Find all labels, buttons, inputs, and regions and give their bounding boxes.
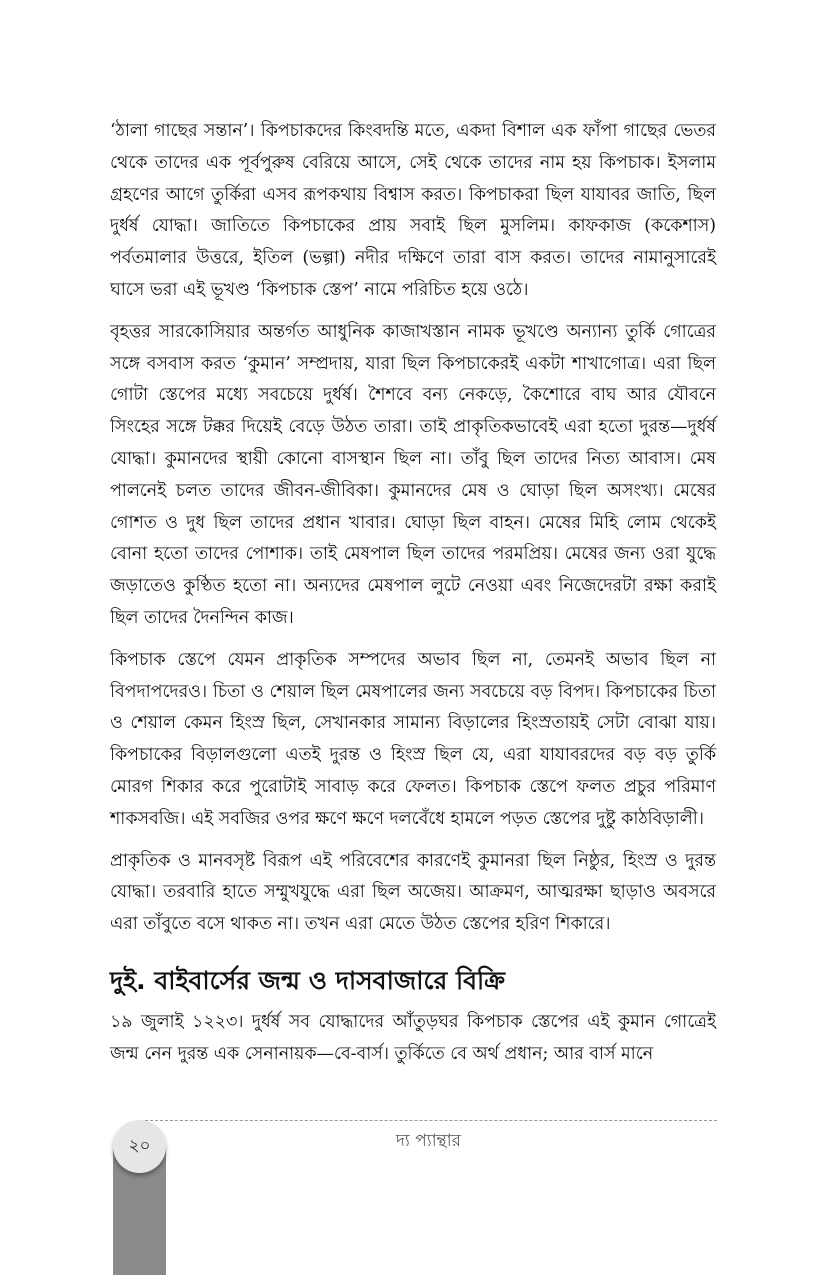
paragraph-2: বৃহত্তর সারকোসিয়ার অন্তর্গত আধুনিক কাজাখস্তান নামক ভূখণ্ডে অন্যান্য তুর্কি গোত্রের সঙ্গে বসবাস করত ‘কুমান’ সম্প্রদায়, যারা ছিল কিপচাকেরই একটা শাখাগোত্র। এরা ছিল গোটা স্তেপের মধ্যে সবচেয়ে দুর্ধর্ষ। শৈশবে বন্য নেকড়ে, কৈশোরে বাঘ আর যৌবনে সিংহের সঙ্গে টক্কর দিয়েই বেড়ে উঠত তারা। তাই প্রাকৃতিকভাবেই এরা হতো দুরন্ত—দুর্ধর্ষ যোদ্ধা। কুমানদের স্থায়ী কোনো বাসস্থান ছিল না। তাঁবু ছিল তাদের নিত্য আবাস। মেষ পালনেই চলত তাদের জীবন-জীবিকা। কুমানদের মেষ ও ঘোড়া ছিল অসংখ্য। মেষের গোশত ও দুধ ছিল তাদের প্রধান খাবার। ঘোড়া ছিল বাহন। মেষের মিহি লোম থেকেই বোনা হতো তাদের পোশাক। তাই মেষপাল ছিল তাদের পরমপ্রিয়। মেষের জন্য ওরা যুদ্ধে জড়াতেও কুণ্ঠিত হতো না। অন্যদের মেষপাল লুটে নেওয়া এবং নিজেদেরটা রক্ষা করাই ছিল তাদের দৈনন্দিন কাজ। xyxy=(110,321,716,628)
paragraph-3: কিপচাক স্তেপে যেমন প্রাকৃতিক সম্পদের অভাব ছিল না, তেমনই অভাব ছিল না বিপদাপদেরও। চিতা ও শেয়াল ছিল মেষপালের জন্য সবচেয়ে বড় বিপদ। কিপচাকের চিতা ও শেয়াল কেমন হিংস্র ছিল, সেখানকার সামান্য বিড়ালের হিংস্রতায়ই সেটা বোঝা যায়। কিপচাকের বিড়ালগুলো এতই দুরন্ত ও হিংস্র ছিল যে, এরা যাযাবরদের বড় বড় তুর্কি মোরগ শিকার করে পুরোটাই সাবাড় করে ফেলত। কিপচাক স্তেপে ফলত প্রচুর পরিমাণ শাকসবজি। এই সবজির ওপর ক্ষণে ক্ষণে দলবেঁধে হামলে পড়ত স্তেপের দুষ্টু কাঠবিড়ালী। xyxy=(110,649,716,829)
running-title: দ্য প্যান্থার xyxy=(396,1131,461,1151)
page-number: ২০ xyxy=(128,1135,151,1156)
page-body xyxy=(110,116,716,1081)
footer-divider xyxy=(140,1120,717,1121)
section-paragraph: ১৯ জুলাই ১২২৩। দুর্ধর্ষ সব যোদ্ধাদের আঁতুড়ঘর কিপচাক স্তেপের এই কুমান গোত্রেই জন্ম নেন দুরন্ত এক সেনানায়ক—বে-বার্স। তুর্কিতে বে অর্থ প্রধান; আর বার্স মানে xyxy=(110,1011,716,1064)
paragraph-1: ‘ঠালা গাছের সন্তান’। কিপচাকদের কিংবদন্তি মতে, একদা বিশাল এক ফাঁপা গাছের ভেতর থেকে তাদের এক পূর্বপুরুষ বেরিয়ে আসে, সেই থেকে তাদের নাম হয় কিপচাক। ইসলাম গ্রহণের আগে তুর্কিরা এসব রূপকথায় বিশ্বাস করত। কিপচাকরা ছিল যাযাবর জাতি, ছিল দুর্ধর্ষ যোদ্ধা। জাতিতে কিপচাকের প্রায় সবাই ছিল মুসলিম। কাফকাজ (ককেশাস) পর্বতমালার উত্তরে, ইতিল (ভল্গা) নদীর দক্ষিণে তারা বাস করত। তাদের নামানুসারেই ঘাসে ভরা এই ভূখণ্ড ‘কিপচাক স্তেপ’ নামে পরিচিত হয়ে ওঠে। xyxy=(110,121,716,300)
section-heading: দুই. বাইবার্সের জন্ম ও দাসবাজারে বিক্রি xyxy=(110,965,506,995)
paragraph-4: প্রাকৃতিক ও মানবসৃষ্ট বিরূপ এই পরিবেশের কারণেই কুমানরা ছিল নিষ্ঠুর, হিংস্র ও দুরন্ত যোদ্ধা। তরবারি হাতে সম্মুখযুদ্ধে এরা ছিল অজেয়। আক্রমণ, আত্মরক্ষা ছাড়াও অবসরে এরা তাঁবুতে বসে থাকত না। তখন এরা মেতে উঠত স্তেপের হরিণ শিকারে। xyxy=(110,850,716,935)
